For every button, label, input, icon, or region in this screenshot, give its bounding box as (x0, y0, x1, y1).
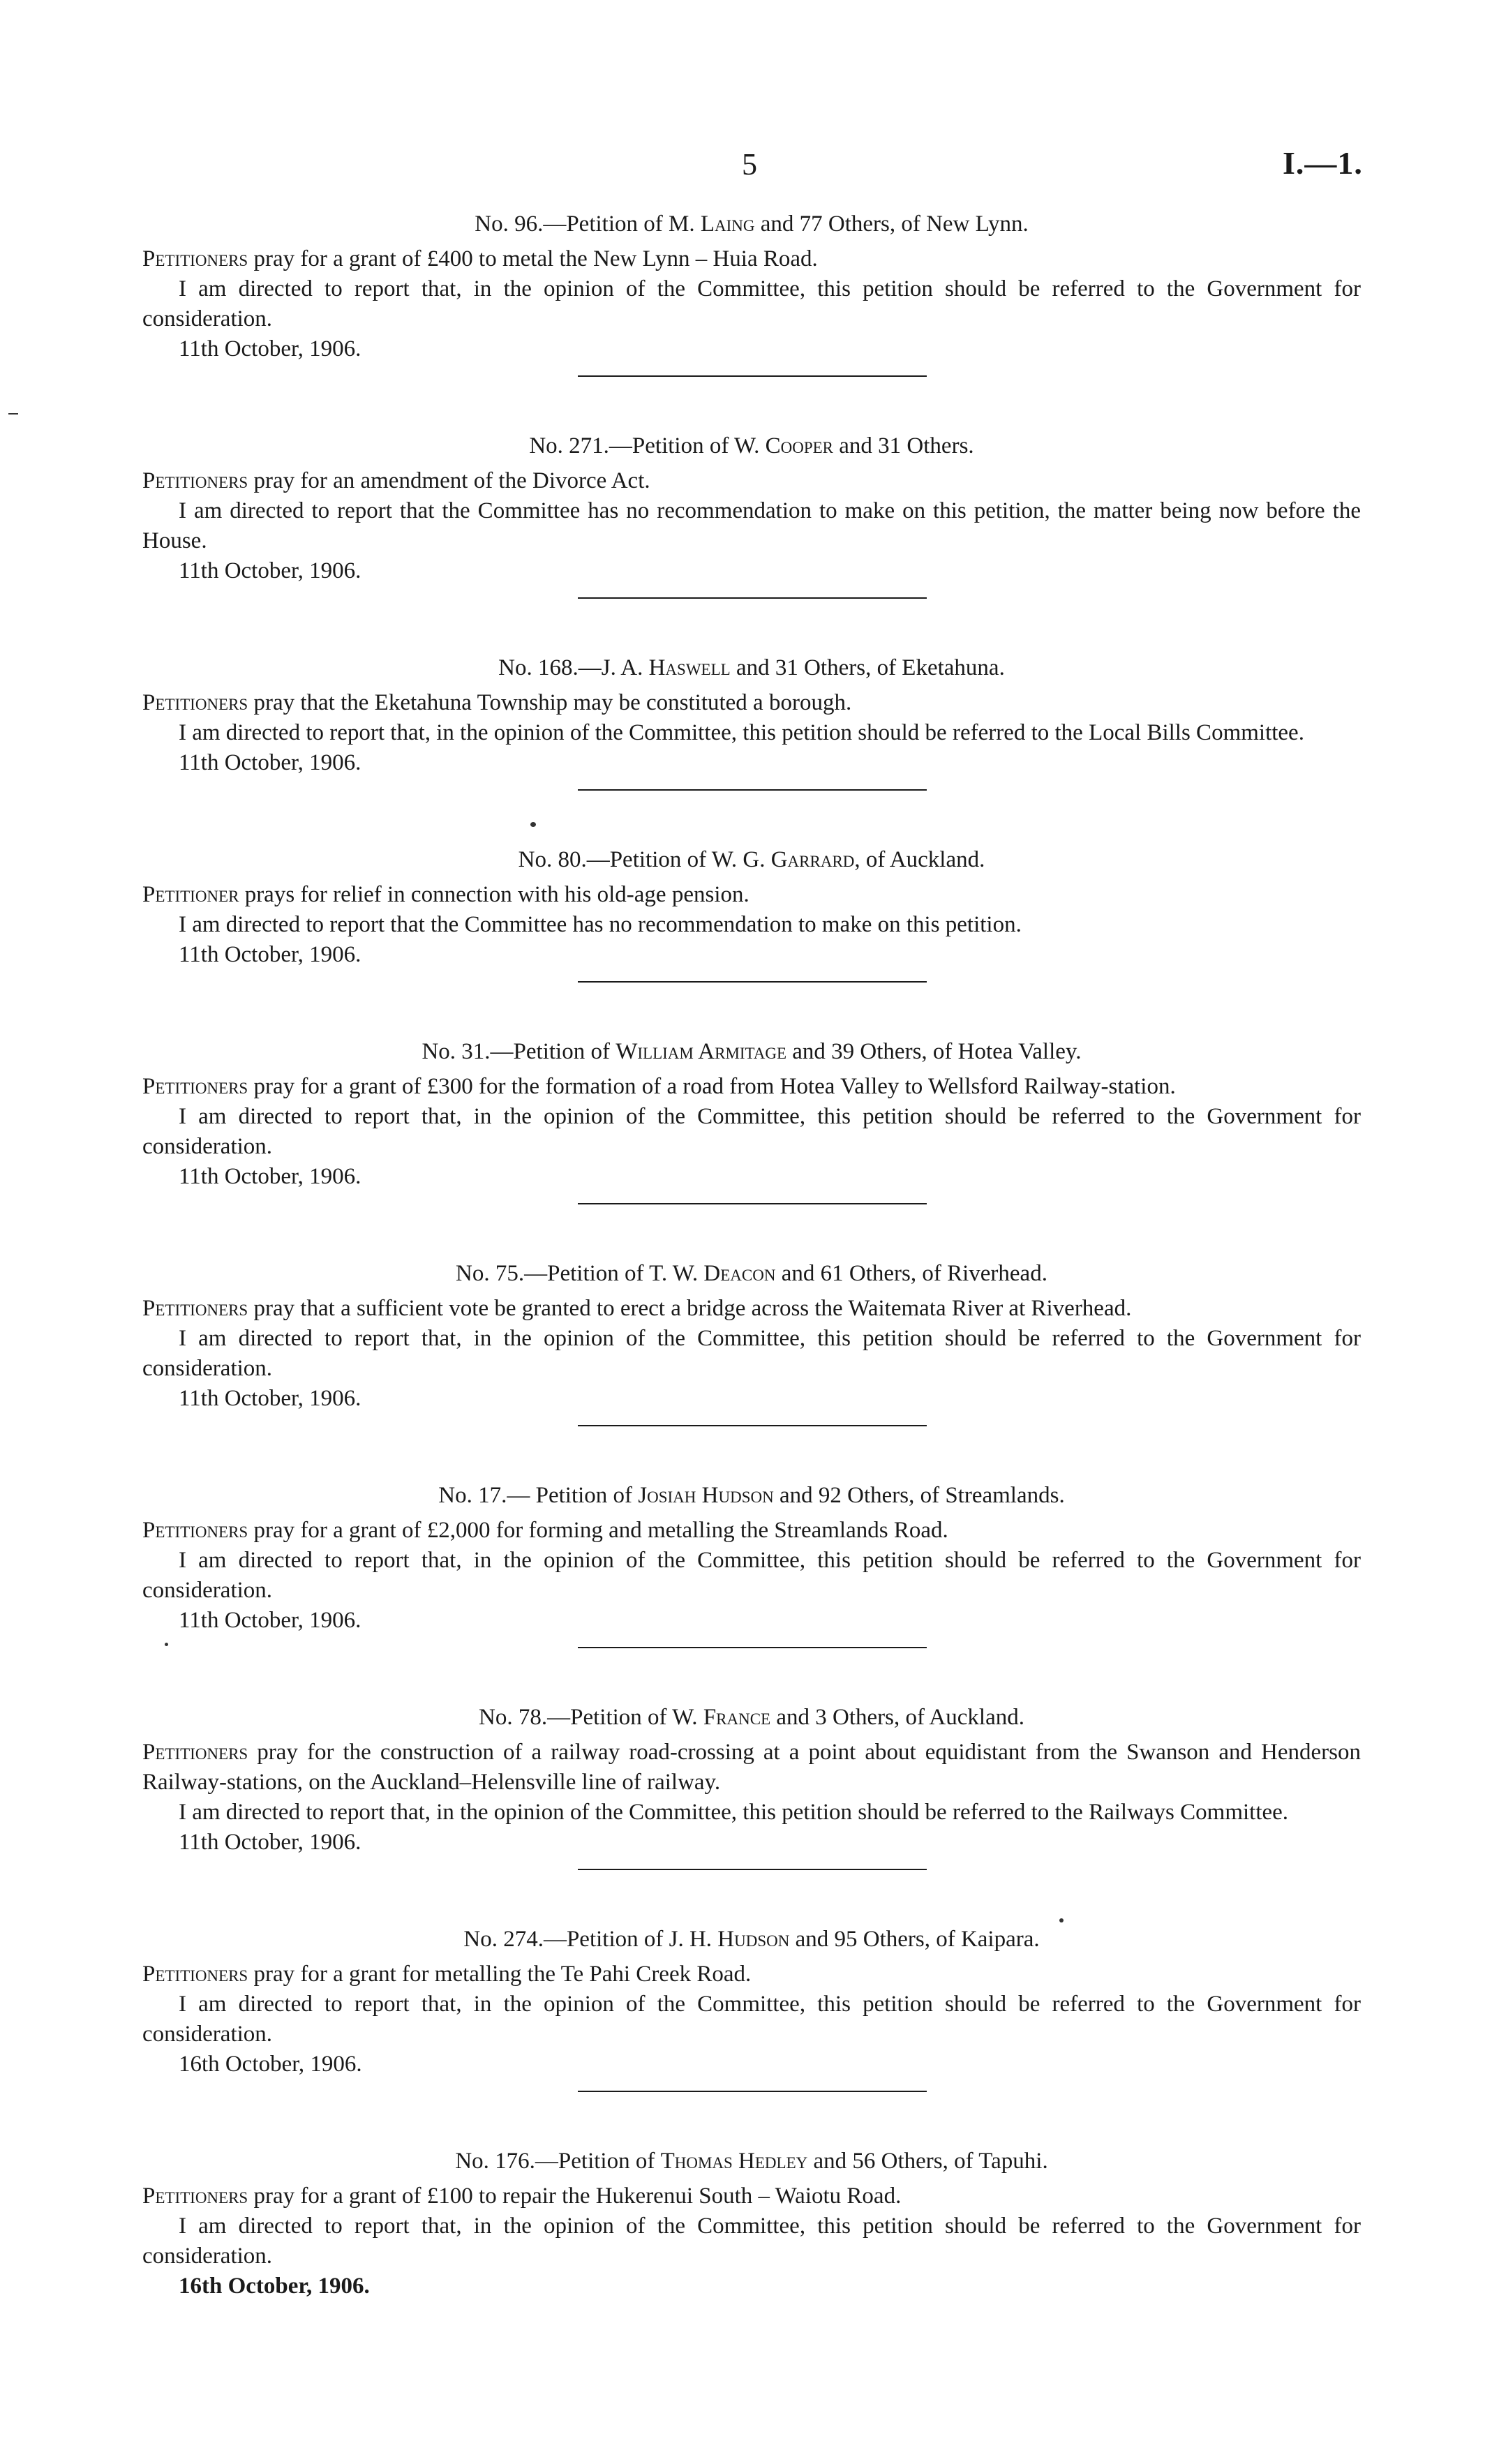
prayer-lead: Petitioners (142, 1962, 248, 1987)
petition-heading (142, 844, 1361, 876)
petitioner-name: Haswell (648, 655, 731, 680)
petition-entry (142, 844, 1361, 983)
petition-prayer (142, 2181, 1361, 2211)
petition-entry (142, 1701, 1361, 1870)
prayer-text: pray for a grant for metalling the Te Pahi Creek Road. (248, 1962, 752, 1987)
report-date: 11th October, 1906. (179, 1608, 361, 1633)
heading-prefix: No. 271.—Petition of W. (529, 433, 766, 458)
heading-prefix: No. 31.—Petition of (422, 1039, 616, 1064)
petition-heading (142, 1701, 1361, 1733)
committee-report: I am directed to report that, in the opinion of the Committee, this petition should be referred to the Government for consideration. (142, 2213, 1361, 2269)
heading-suffix: and 3 Others, of Auckland. (770, 1705, 1024, 1730)
petitioner-name: William Armitage (616, 1039, 787, 1064)
prayer-text: pray that the Eketahuna Township may be constituted a borough. (248, 690, 852, 715)
petition-entry (142, 1479, 1361, 1648)
prayer-text: pray for a grant of £2,000 for forming and metalling the Streamlands Road. (248, 1518, 948, 1543)
prayer-lead: Petitioners (142, 690, 248, 715)
petitioner-name: Cooper (765, 433, 834, 458)
committee-report: I am directed to report that, in the opinion of the Committee, this petition should be referred to the Government for consideration. (142, 1104, 1361, 1159)
petition-prayer (142, 1516, 1361, 1546)
report-date: 16th October, 1906. (179, 2052, 362, 2077)
petition-heading (142, 430, 1361, 462)
petition-entry (142, 652, 1361, 791)
petition-heading (142, 1257, 1361, 1290)
heading-suffix: and 77 Others, of New Lynn. (754, 211, 1029, 237)
prayer-text: pray that a sufficient vote be granted to erect a bridge across the Waitemata River at Riverhead. (248, 1296, 1132, 1321)
petition-entry (142, 2145, 1361, 2301)
petition-heading (142, 2145, 1361, 2177)
committee-report: I am directed to report that, in the opinion of the Committee, this petition should be referred to the Railways Committee. (179, 1800, 1289, 1825)
petition-heading (142, 652, 1361, 684)
petitioner-name: Josiah Hudson (638, 1483, 774, 1508)
prayer-lead: Petitioners (142, 1296, 248, 1321)
committee-report: I am directed to report that the Committee has no recommendation to make on this petition, the matter being now before the House. (142, 498, 1361, 553)
scan-speck (165, 1643, 168, 1646)
petition-entry (142, 1036, 1361, 1204)
petitioner-name: Deacon (703, 1261, 776, 1286)
heading-prefix: No. 176.—Petition of (455, 2149, 661, 2174)
committee-report: I am directed to report that, in the opinion of the Committee, this petition should be referred to the Government for consideration. (142, 1548, 1361, 1603)
petitioner-name: Garrard (770, 847, 855, 872)
page-number: 5 (742, 147, 757, 181)
petition-prayer (142, 1072, 1361, 1102)
petition-prayer (142, 880, 1361, 910)
heading-prefix: No. 75.—Petition of T. W. (456, 1261, 704, 1286)
heading-suffix: and 31 Others. (833, 433, 974, 458)
committee-report: I am directed to report that, in the opinion of the Committee, this petition should be referred to the Government for consideration. (142, 1992, 1361, 2047)
report-date: 11th October, 1906. (179, 942, 361, 967)
heading-suffix: and 31 Others, of Eketahuna. (730, 655, 1005, 680)
prayer-text: pray for a grant of £100 to repair the Hukerenui South – Waiotu Road. (248, 2183, 902, 2209)
prayer-lead: Petitioners (142, 468, 248, 493)
committee-report: I am directed to report that, in the opinion of the Committee, this petition should be referred to the Government for consideration. (142, 276, 1361, 331)
committee-report: I am directed to report that, in the opinion of the Committee, this petition should be referred to the Government for consideration. (142, 1326, 1361, 1381)
petition-entry (142, 430, 1361, 599)
petition-heading (142, 1923, 1361, 1955)
prayer-lead: Petitioners (142, 1074, 248, 1099)
heading-suffix: and 39 Others, of Hotea Valley. (786, 1039, 1082, 1064)
report-date: 11th October, 1906. (179, 336, 361, 361)
heading-prefix: No. 78.—Petition of W. (479, 1705, 703, 1730)
report-date: 11th October, 1906. (179, 1386, 361, 1411)
petitioner-name: Thomas Hedley (660, 2149, 808, 2174)
petition-entry (142, 1923, 1361, 2092)
heading-suffix: and 92 Others, of Streamlands. (773, 1483, 1065, 1508)
petition-prayer (142, 688, 1361, 718)
petition-heading (142, 1036, 1361, 1068)
prayer-lead: Petitioners (142, 2183, 248, 2209)
prayer-text: pray for an amendment of the Divorce Act. (248, 468, 650, 493)
heading-prefix: No. 274.—Petition of J. H. (463, 1927, 718, 1952)
report-date: 11th October, 1906. (179, 1830, 361, 1855)
heading-suffix: and 95 Others, of Kaipara. (789, 1927, 1040, 1952)
petitioner-name: Laing (700, 211, 755, 237)
petition-heading (142, 1479, 1361, 1511)
petition-prayer (142, 1738, 1361, 1798)
prayer-text: pray for the construction of a railway road-crossing at a point about equidistant from the Swanson and Henderson Railway-stations, on the Auckland–Helensville line of railway. (142, 1740, 1361, 1795)
prayer-text: pray for a grant of £400 to metal the New Lynn – Huia Road. (248, 246, 818, 271)
prayer-lead: Petitioners (142, 1518, 248, 1543)
report-date: 11th October, 1906. (179, 558, 361, 583)
heading-suffix: , of Auckland. (854, 847, 985, 872)
prayer-lead: Petitioners (142, 1740, 248, 1765)
petition-entry (142, 208, 1361, 377)
petition-heading (142, 208, 1361, 240)
petition-entry (142, 1257, 1361, 1426)
petition-prayer (142, 466, 1361, 496)
heading-suffix: and 61 Others, of Riverhead. (775, 1261, 1047, 1286)
heading-prefix: No. 96.—Petition of M. (475, 211, 701, 237)
scan-speck (1059, 1918, 1064, 1922)
prayer-lead: Petitioners (142, 246, 248, 271)
petitioner-name: Hudson (717, 1927, 790, 1952)
scan-speck (8, 413, 18, 415)
committee-report: I am directed to report that, in the opinion of the Committee, this petition should be referred to the Local Bills Committee. (179, 720, 1304, 745)
report-date: 11th October, 1906. (179, 750, 361, 775)
petition-prayer (142, 244, 1361, 274)
heading-prefix: No. 80.—Petition of W. G. (518, 847, 771, 872)
heading-prefix: No. 168.—J. A. (498, 655, 649, 680)
report-date: 11th October, 1906. (179, 1164, 361, 1189)
report-date: 16th October, 1906. (179, 2273, 370, 2299)
petitions-list (142, 208, 1361, 2301)
petition-prayer (142, 1959, 1361, 1989)
petitioner-name: France (703, 1705, 771, 1730)
committee-report: I am directed to report that the Committee has no recommendation to make on this petition. (179, 912, 1022, 937)
document-reference: I.—1. (1283, 145, 1363, 181)
heading-suffix: and 56 Others, of Tapuhi. (807, 2149, 1048, 2174)
petition-prayer (142, 1294, 1361, 1324)
heading-prefix: No. 17.— Petition of (438, 1483, 639, 1508)
prayer-text: prays for relief in connection with his old-age pension. (239, 882, 749, 907)
scan-speck (530, 822, 536, 827)
prayer-lead: Petitioner (142, 882, 239, 907)
prayer-text: pray for a grant of £300 for the formation of a road from Hotea Valley to Wellsford Railway-station. (248, 1074, 1176, 1099)
